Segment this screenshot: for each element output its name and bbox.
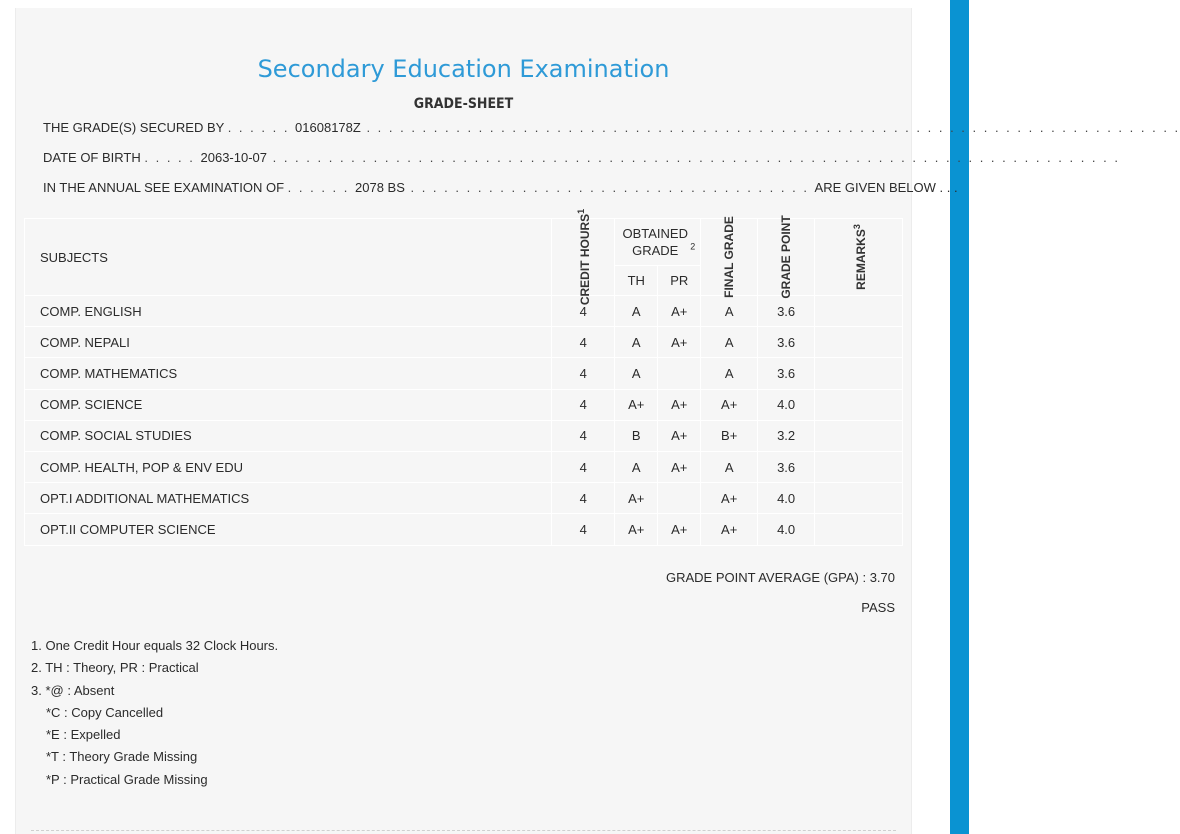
subject-cell: OPT.I ADDITIONAL MATHEMATICS (25, 483, 552, 514)
remarks-cell (815, 514, 903, 545)
table-row (25, 296, 903, 327)
subject-cell: COMP. HEALTH, POP & ENV EDU (25, 451, 552, 482)
th-header: TH (615, 265, 658, 295)
grade-point-cell: 4.0 (758, 483, 815, 514)
table-row (25, 358, 903, 389)
subjects-header: SUBJECTS (25, 219, 552, 296)
credit-hours-cell: 4 (552, 420, 615, 451)
practical-grade-cell: A+ (658, 420, 701, 451)
theory-grade-cell: B (615, 420, 658, 451)
table-row (25, 327, 903, 358)
final-grade-cell: A+ (701, 514, 758, 545)
obtained-grade-header: OBTAINED GRADE $^2$ (615, 219, 701, 266)
final-grade-cell: A+ (701, 389, 758, 420)
secured-by-label: THE GRADE(S) SECURED BY (43, 120, 225, 135)
pr-header: PR (658, 265, 701, 295)
footnote-theory-missing: *T : Theory Grade Missing (46, 749, 198, 765)
remarks-cell (815, 451, 903, 482)
theory-grade-cell: A+ (615, 389, 658, 420)
grade-point-cell: 3.6 (758, 296, 815, 327)
exam-title: Secondary Education Examination (257, 55, 670, 83)
subject-cell: COMP. SOCIAL STUDIES (25, 420, 552, 451)
footnote-copy-cancelled: *C : Copy Cancelled (46, 704, 164, 720)
final-grade-cell: A (701, 451, 758, 482)
symbol-number: 01608178Z (295, 120, 361, 135)
credit-hours-cell: 4 (552, 296, 615, 327)
theory-grade-cell: A+ (615, 483, 658, 514)
grade-point-cell: 4.0 (758, 514, 815, 545)
credit-hours-header: CREDIT HOURS$^1$ (552, 219, 615, 296)
practical-grade-cell: A+ (658, 514, 701, 545)
final-grade-cell: B+ (701, 420, 758, 451)
subject-cell: OPT.II COMPUTER SCIENCE (25, 514, 552, 545)
theory-grade-cell: A (615, 327, 658, 358)
practical-grade-cell: A+ (658, 389, 701, 420)
remarks-cell (815, 358, 903, 389)
credit-hours-cell: 4 (552, 483, 615, 514)
remarks-cell (815, 327, 903, 358)
grade-point-cell: 3.6 (758, 327, 815, 358)
grade-point-cell: 3.2 (758, 420, 815, 451)
subject-cell: COMP. NEPALI (25, 327, 552, 358)
final-grade-header: FINAL GRADE (701, 219, 758, 296)
subject-cell: COMP. ENGLISH (25, 296, 552, 327)
final-grade-cell: A (701, 358, 758, 389)
exam-label: IN THE ANNUAL SEE EXAMINATION OF (43, 180, 285, 195)
footnote-1: 1. One Credit Hour equals 32 Clock Hours. (31, 638, 279, 653)
final-grade-cell: A (701, 327, 758, 358)
table-row (25, 451, 903, 482)
result-status: PASS (861, 600, 895, 615)
grade-point-cell: 3.6 (758, 358, 815, 389)
secured-by-line: THE GRADE(S) SECURED BY . . . . . . 01608178Z . . . . . . . . . . . . . . . . . . . . . . . . . . . . . . . . . . . . . . . . . . . . . . . . . . . . . . . . . . . . . . . . . . . . . . . . . (43, 120, 1180, 135)
theory-grade-cell: A (615, 296, 658, 327)
grade-point-cell: 4.0 (758, 389, 815, 420)
theory-grade-cell: A (615, 358, 658, 389)
practical-grade-cell (658, 358, 701, 389)
remarks-cell (815, 296, 903, 327)
dashed-divider (31, 830, 896, 831)
dob-value: 2063-10-07 (200, 150, 267, 165)
footnote-3: 3. *@ : Absent (31, 682, 115, 698)
credit-hours-cell: 4 (552, 358, 615, 389)
practical-grade-cell: A+ (658, 296, 701, 327)
exam-year: 2078 BS (355, 180, 405, 195)
footnote-practical-missing: *P : Practical Grade Missing (46, 771, 208, 787)
subject-cell: COMP. MATHEMATICS (25, 358, 552, 389)
final-grade-cell: A (701, 296, 758, 327)
credit-hours-cell: 4 (552, 389, 615, 420)
exam-line: IN THE ANNUAL SEE EXAMINATION OF . . . . . . 2078 BS . . . . . . . . . . . . . . . . . . . . . . . . . . . . . . . . . . . . ARE GIVEN BELOW . . . (43, 180, 958, 195)
footnotes (31, 635, 278, 791)
credit-hours-cell: 4 (552, 514, 615, 545)
grade-point-cell: 3.6 (758, 451, 815, 482)
remarks-cell (815, 420, 903, 451)
given-below-text: ARE GIVEN BELOW . . . (814, 180, 958, 195)
remarks-cell (815, 483, 903, 514)
remarks-cell (815, 389, 903, 420)
subject-cell: COMP. SCIENCE (25, 389, 552, 420)
practical-grade-cell: A+ (658, 327, 701, 358)
footnote-expelled: *E : Expelled (46, 727, 121, 743)
dob-line: DATE OF BIRTH . . . . . 2063-10-07 . . . . . . . . . . . . . . . . . . . . . . . . . . . . . . . . . . . . . . . . . . . . . . . . . . . . . . . . . . . . . . . . . . . . . . . . . . . . (43, 150, 1120, 165)
credit-hours-cell: 4 (552, 451, 615, 482)
footnote-2: 2. TH : Theory, PR : Practical (31, 660, 199, 676)
grade-sheet-card (15, 8, 1180, 834)
table-row (25, 514, 903, 545)
grade-point-header: GRADE POINT (758, 219, 815, 296)
table-row (25, 420, 903, 451)
final-grade-cell: A+ (701, 483, 758, 514)
remarks-header: REMARKS$^3$ (815, 219, 903, 296)
gpa-value: GRADE POINT AVERAGE (GPA) : 3.70 (665, 570, 895, 585)
grade-sheet-heading: GRADE-SHEET (413, 96, 514, 112)
table-row (25, 389, 903, 420)
theory-grade-cell: A (615, 451, 658, 482)
table-row (25, 483, 903, 514)
credit-hours-cell: 4 (552, 327, 615, 358)
grades-table (24, 208, 903, 546)
practical-grade-cell: A+ (658, 451, 701, 482)
dob-label: DATE OF BIRTH (43, 150, 141, 165)
practical-grade-cell (658, 483, 701, 514)
theory-grade-cell: A+ (615, 514, 658, 545)
